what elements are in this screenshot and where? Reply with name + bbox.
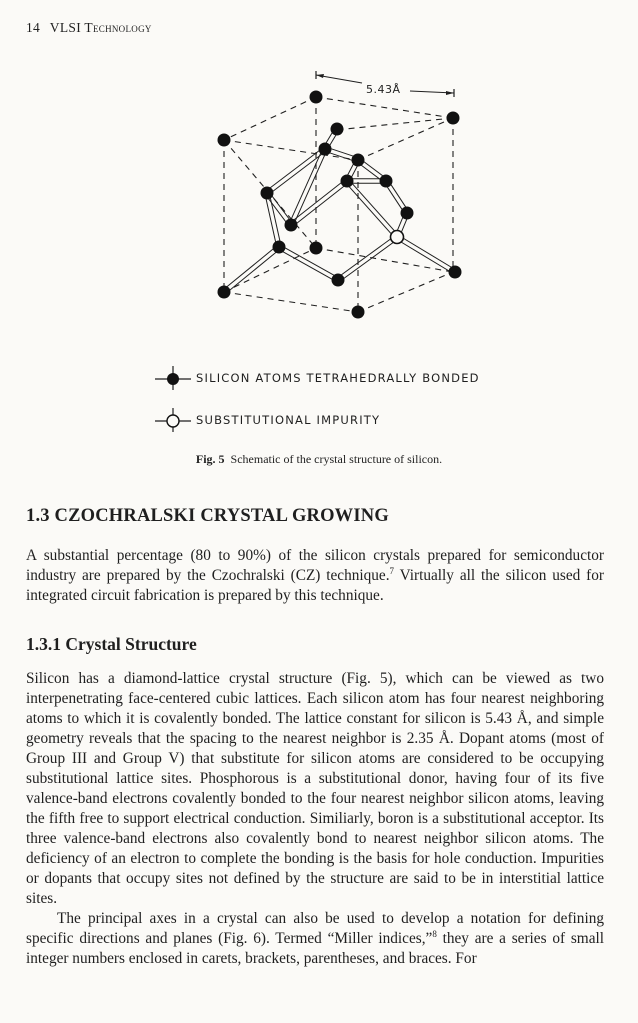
lattice-constant-dimension [316,71,454,97]
paragraph-text: A substantial percentage (80 to 90%) of the silicon crystals prepared for semiconductor industry are prepared by the Czochralski (CZ) technique. [26,547,604,584]
bond-line [225,249,280,294]
section-heading: 1.3 CZOCHRALSKI CRYSTAL GROWING [26,506,389,526]
bond-line [337,235,396,278]
legend-label-impurity: SUBSTITUTIONAL IMPURITY [196,413,381,427]
bond-line [345,182,395,238]
bond-line [396,239,454,274]
page-number: 14 [26,20,41,35]
silicon-atom [319,143,332,156]
silicon-atom [218,286,231,299]
running-head [26,20,152,36]
bond-line [266,147,324,191]
reference-7[interactable]: 7 [389,565,395,576]
silicon-atom [449,266,462,279]
caption-number: Fig. 5 [195,452,225,466]
bond-line [223,245,278,290]
subsection-heading: 1.3.1 Crystal Structure [26,634,197,654]
silicon-atom [341,175,354,188]
reference-8[interactable]: 8 [432,928,437,939]
bond-line [278,249,337,282]
silicon-atom [310,91,323,104]
silicon-atom [331,123,344,136]
silicon-atom [310,242,323,255]
bond-line [293,150,327,226]
covalent-bonds [223,128,457,294]
bond-line [268,151,326,195]
impurity-atom [391,231,404,244]
filled-atom-icon [155,366,193,392]
silicon-atom [352,306,365,319]
figure-caption [0,452,638,467]
miller-indices-paragraph [26,909,604,969]
caption-text: Schematic of the crystal structure of silicon. [230,452,443,466]
section-paragraph [26,546,604,606]
lattice-constant-label: 5.43Å [366,83,401,96]
legend-label-silicon: SILICON ATOMS TETRAHEDRALLY BONDED [196,371,480,385]
open-atom-icon [155,408,193,434]
bond-line [339,239,398,282]
paragraph-text: they are a series of small integer numbers enclosed in carets, brackets, parentheses, and braces. For [26,930,604,967]
crystal-structure-paragraph: Silicon has a diamond-lattice crystal structure (Fig. 5), which can be viewed as two interpenetrating face-centered cubic lattices. Each silicon atom has four nearest neighboring atoms to which it is covalently bonded. The lattice constant for silicon is 5.43 Å, and simple geometry reveals that the spacing to the nearest neighbor is 2.35 Å. Dopant atoms (most of Group III and Group V) that substitute for silicon atoms are considered to be occupying substitutional lattice sites. Phosphorous is a substitutional donor, having four of its five valence-band electrons covalently bonded to the four nearest neighbor silicon atoms, leaving the fifth free to support electrical conduction. Similiarly, boron is a substitutional acceptor. Its three valence-band electrons also covalently bond to nearest neighbor silicon atoms. The deficiency of an electron to complete the bonding is the basis for hole conduction. Impurities or dopants that occupy sites not defined by the structure are said to be in interstitial lattice sites. [26,670,604,907]
running-title: VLSI Technology [49,20,152,35]
paragraph-text: Virtually all the silicon used for integrated circuit fabrication is prepared by this technique. [26,567,604,604]
silicon-atom [261,187,274,200]
silicon-atom [218,134,231,147]
silicon-atoms [218,91,462,319]
bond-line [289,148,323,224]
bond-line [349,180,399,236]
silicon-atom [380,175,393,188]
silicon-atom [447,112,460,125]
bond-line [398,235,456,270]
silicon-atom [352,154,365,167]
bond-line [290,179,346,223]
crystal-structure-figure [0,60,638,360]
silicon-atom [401,207,414,220]
silicon-atom [273,241,286,254]
silicon-atom [332,274,345,287]
paragraph-text: The principal axes in a crystal can also be used to develop a notation for defining specific directions and planes (Fig. 6). Termed “Miller indices,” [26,910,604,947]
bond-line [292,183,348,227]
silicon-atom [285,219,298,232]
